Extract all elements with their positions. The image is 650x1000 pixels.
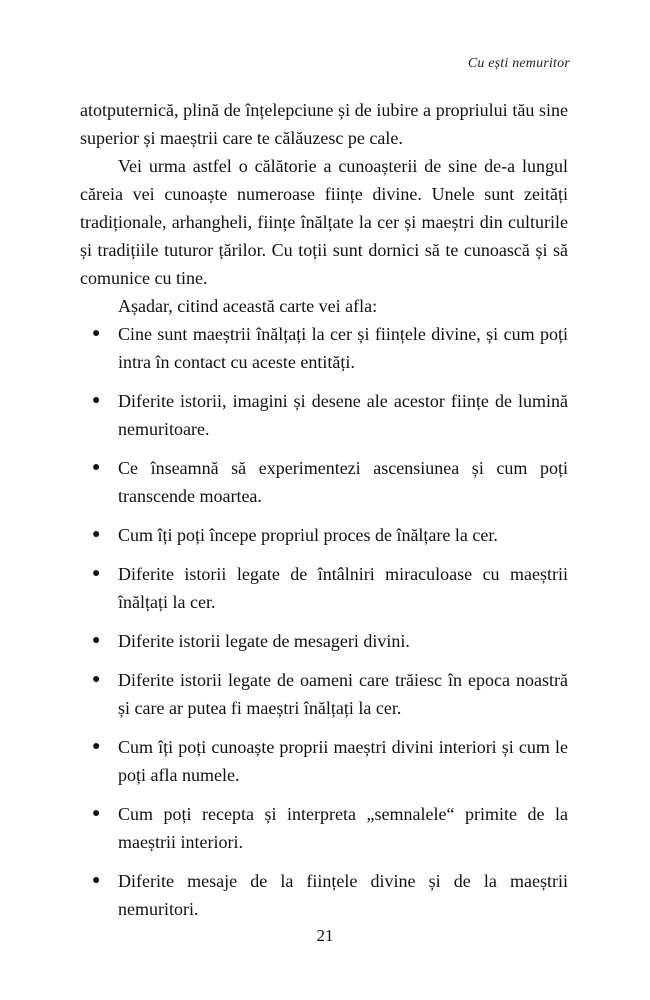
bullet-icon: ● [92,566,101,581]
list-item-text: Diferite mesaje de la ființele divine și de la maeștrii nemuritori. [118,871,568,919]
bullet-icon: ● [92,739,101,754]
list-item [80,320,568,376]
list-item [80,387,568,443]
running-header: Cu ești nemuritor [467,56,570,71]
paragraph-list-intro: Așadar, citind această carte vei afla: [118,296,378,316]
paragraph-continuation: atotputernică, plină de înțelepciune și de iubire a propriului tău sine superior și maeștrii care te călăuzesc pe cale. [80,100,568,148]
bullet-icon: ● [92,806,101,821]
bullet-list [80,320,568,923]
list-item-text: Diferite istorii legate de mesageri divini. [118,631,410,651]
list-item [80,560,568,616]
bullet-icon: ● [92,633,101,648]
list-item [80,521,568,549]
bullet-icon: ● [92,326,101,341]
list-item-text: Diferite istorii, imagini și desene ale acestor ființe de lumină nemuritoare. [118,391,568,439]
page-body [80,96,568,934]
bullet-icon: ● [92,460,101,475]
paragraph-journey: Vei urma astfel o călătorie a cunoașterii de sine de-a lungul căreia vei cunoaște numeroase ființe divine. Unele sunt zeități tradiționale, arhangheli, ființe înălțate la cer și maeștri din culturile și tradițiile tuturor țărilor. Cu toții sunt dornici să te cunoască și să comunice cu tine. [80,156,568,288]
list-item [80,666,568,722]
list-item-text: Ce înseamnă să experimentezi ascensiunea și cum poți transcende moartea. [118,458,568,506]
list-item-text: Cum îți poți începe propriul proces de înălțare la cer. [118,525,498,545]
bullet-icon: ● [92,873,101,888]
bullet-icon: ● [92,672,101,687]
list-item-text: Diferite istorii legate de oameni care trăiesc în epoca noastră și care ar putea fi maeștri înălțați la cer. [118,670,568,718]
list-item-text: Diferite istorii legate de întâlniri miraculoase cu maeștrii înălțați la cer. [118,564,568,612]
list-item [80,627,568,655]
list-item [80,733,568,789]
list-item [80,867,568,923]
list-item-text: Cum poți recepta și interpreta „semnalele“ primite de la maeștrii interiori. [118,804,568,852]
list-item [80,800,568,856]
bullet-icon: ● [92,527,101,542]
page-number: 21 [316,926,334,945]
list-item [80,454,568,510]
list-item-text: Cine sunt maeștrii înălțați la cer și ființele divine, și cum poți intra în contact cu aceste entități. [118,324,568,372]
bullet-icon: ● [92,393,101,408]
list-item-text: Cum îți poți cunoaște proprii maeștri divini interiori și cum le poți afla numele. [118,737,568,785]
